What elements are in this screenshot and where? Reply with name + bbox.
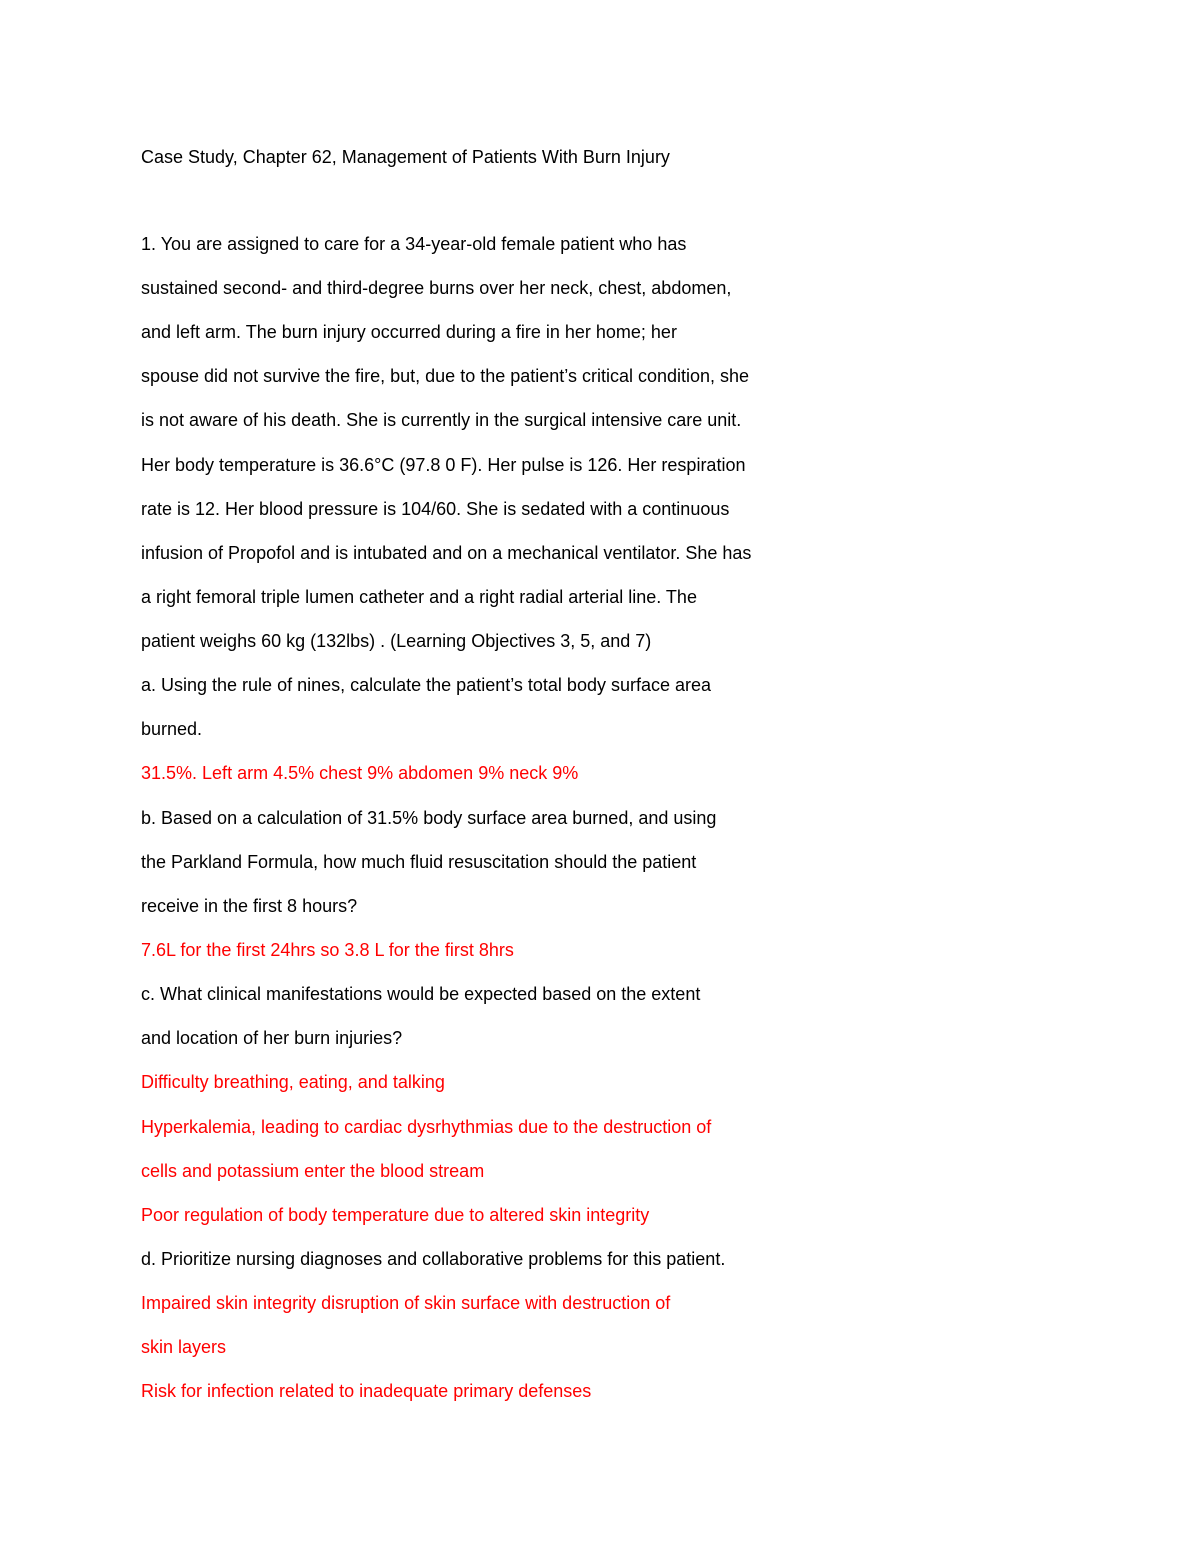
question-c-line: and location of her burn injuries?	[141, 1028, 403, 1048]
question-b-line: the Parkland Formula, how much fluid resuscitation should the patient	[141, 852, 697, 872]
answer-d-line: Impaired skin integrity disruption of skin surface with destruction of	[141, 1293, 671, 1313]
document-title: Case Study, Chapter 62, Management of Patients With Burn Injury	[141, 147, 670, 167]
answer-d-line: Risk for infection related to inadequate primary defenses	[141, 1381, 592, 1401]
answer-c-line: cells and potassium enter the blood stream	[141, 1161, 485, 1181]
case-line: Her body temperature is 36.6°C (97.8 0 F). Her pulse is 126. Her respiration	[141, 455, 746, 475]
question-a-line: a. Using the rule of nines, calculate the patient’s total body surface area	[141, 675, 712, 695]
question-b-line: receive in the first 8 hours?	[141, 896, 358, 916]
case-line: rate is 12. Her blood pressure is 104/60. She is sedated with a continuous	[141, 499, 730, 519]
question-b-line: b. Based on a calculation of 31.5% body surface area burned, and using	[141, 808, 717, 828]
case-line: infusion of Propofol and is intubated and on a mechanical ventilator. She has	[141, 543, 752, 563]
case-line: spouse did not survive the fire, but, due to the patient’s critical condition, she	[141, 366, 750, 386]
answer-d-line: skin layers	[141, 1337, 227, 1357]
case-line: is not aware of his death. She is currently in the surgical intensive care unit.	[141, 410, 742, 430]
answer-c-line: Hyperkalemia, leading to cardiac dysrhythmias due to the destruction of	[141, 1117, 712, 1137]
answer-b: 7.6L for the first 24hrs so 3.8 L for the first 8hrs	[141, 940, 514, 960]
question-d: d. Prioritize nursing diagnoses and collaborative problems for this patient.	[141, 1249, 726, 1269]
case-line: 1. You are assigned to care for a 34-year-old female patient who has	[141, 234, 687, 254]
answer-c-line: Difficulty breathing, eating, and talking	[141, 1072, 445, 1092]
case-line: a right femoral triple lumen catheter and a right radial arterial line. The	[141, 587, 697, 607]
case-line: patient weighs 60 kg (132lbs) . (Learning Objectives 3, 5, and 7)	[141, 631, 652, 651]
question-a-line: burned.	[141, 719, 203, 739]
answer-a: 31.5%. Left arm 4.5% chest 9% abdomen 9% neck 9%	[141, 763, 579, 783]
question-c-line: c. What clinical manifestations would be expected based on the extent	[141, 984, 701, 1004]
answer-c-line: Poor regulation of body temperature due to altered skin integrity	[141, 1205, 650, 1225]
case-line: sustained second- and third-degree burns over her neck, chest, abdomen,	[141, 278, 732, 298]
case-line: and left arm. The burn injury occurred during a fire in her home; her	[141, 322, 677, 342]
